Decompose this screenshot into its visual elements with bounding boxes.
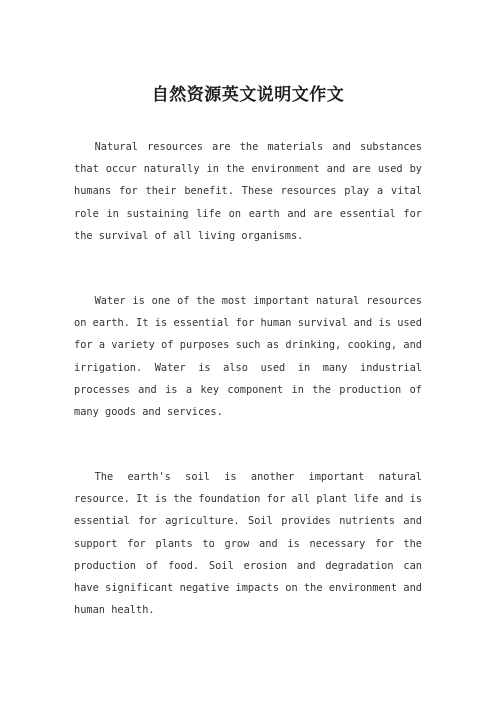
paragraph-soil: The earth's soil is another important natural resource. It is the foundation for all plant life and is essential for agriculture. Soil provides nutrients and support for plants to grow and is necessary for the production of food. Soil erosion and degradation can have significant negative impacts on the environment and human health.: [74, 471, 422, 617]
document-title: 自然资源英文说明文作文: [151, 85, 345, 105]
paragraph-intro: Natural resources are the materials and substances that occur naturally in the environment and are used by humans for their benefit. These resources play a vital role in sustaining life on earth and are essential for the survival of all living organisms.: [74, 141, 422, 242]
paragraph-water: Water is one of the most important natural resources on earth. It is essential for human survival and is used for a variety of purposes such as drinking, cooking, and irrigation. Water is also used in many industrial processes and is a key component in the production of many goods and services.: [74, 295, 422, 419]
